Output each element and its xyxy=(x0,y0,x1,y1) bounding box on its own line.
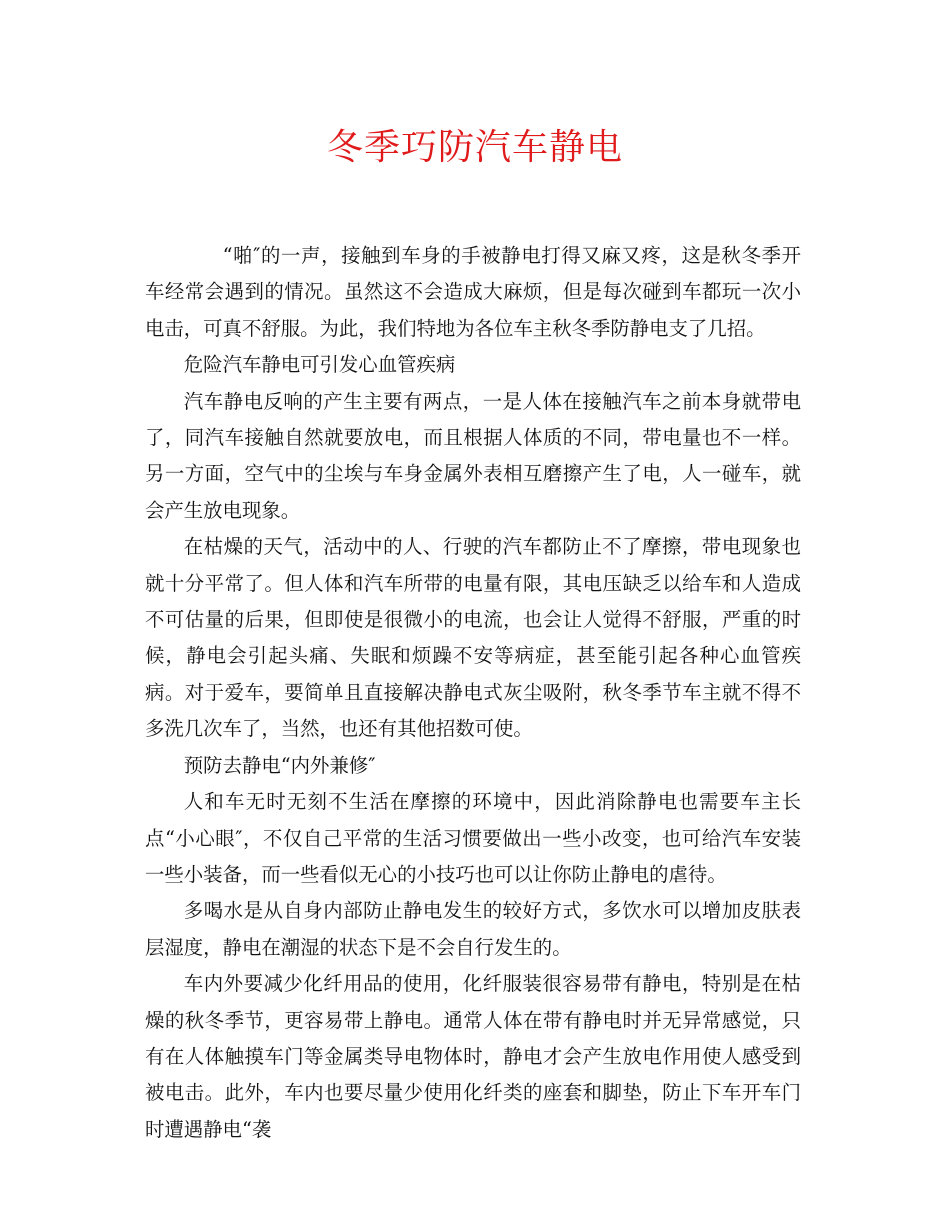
document-title: 冬季巧防汽车静电 xyxy=(326,127,623,168)
section-heading-danger: 危险汽车静电可引发心血管疾病 xyxy=(183,353,456,377)
paragraph-intro: “啪″的一声，接触到车身的手被静电打得又麻又疼，这是秋冬季开车经常会遇到的情况。虽然这不会造成大麻烦，但是每次碰到车都玩一次小电击，可真不舒服。为此，我们特地为各位车主秋冬季防静电支了几招。 xyxy=(145,244,801,340)
paragraph-habits: 人和车无时无刻不生活在摩擦的环境中，因此消除静电也需要车主长点“小心眼″，不仅自己平常的生活习惯要做出一些小改变，也可给汽车安装一些小装备，而一些看似无心的小技巧也可以让你防止静电的虐待。 xyxy=(145,790,801,886)
paragraph-causes: 汽车静电反响的产生主要有两点，一是人体在接触汽车之前本身就带电了，同汽车接触自然就要放电，而且根据人体质的不同，带电量也不一样。另一方面，空气中的尘埃与车身金属外表相互磨擦产生了电，人一碰车，就会产生放电现象。 xyxy=(145,389,801,522)
document-body xyxy=(145,238,801,1148)
section-heading-prevention: 预防去静电“内外兼修″ xyxy=(183,753,376,777)
paragraph-synthetic-fibers: 车内外要减少化纤用品的使用，化纤服装很容易带有静电，特别是在枯燥的秋冬季节，更容易带上静电。通常人体在带有静电时并无异常感觉，只有在人体触摸车门等金属类导电物体时，静电才会产生放电作用使人感受到被电击。此外，车内也要尽量少使用化纤类的座套和脚垫，防止下车开车门时遭遇静电“袭 xyxy=(145,972,801,1141)
paragraph-drink-water: 多喝水是从自身内部防止静电发生的较好方式，多饮水可以增加皮肤表层湿度，静电在潮湿的状态下是不会自行发生的。 xyxy=(145,899,801,959)
paragraph-dry-weather: 在枯燥的天气，活动中的人、行驶的汽车都防止不了摩擦，带电现象也就十分平常了。但人体和汽车所带的电量有限，其电压缺乏以给车和人造成不可估量的后果，但即使是很微小的电流，也会让人觉得不舒服，严重的时候，静电会引起头痛、失眠和烦躁不安等病症，甚至能引起各种心血管疾病。对于爱车，要简单且直接解决静电式灰尘吸附，秋冬季节车主就不得不多洗几次车了，当然，也还有其他招数可使。 xyxy=(145,535,801,741)
